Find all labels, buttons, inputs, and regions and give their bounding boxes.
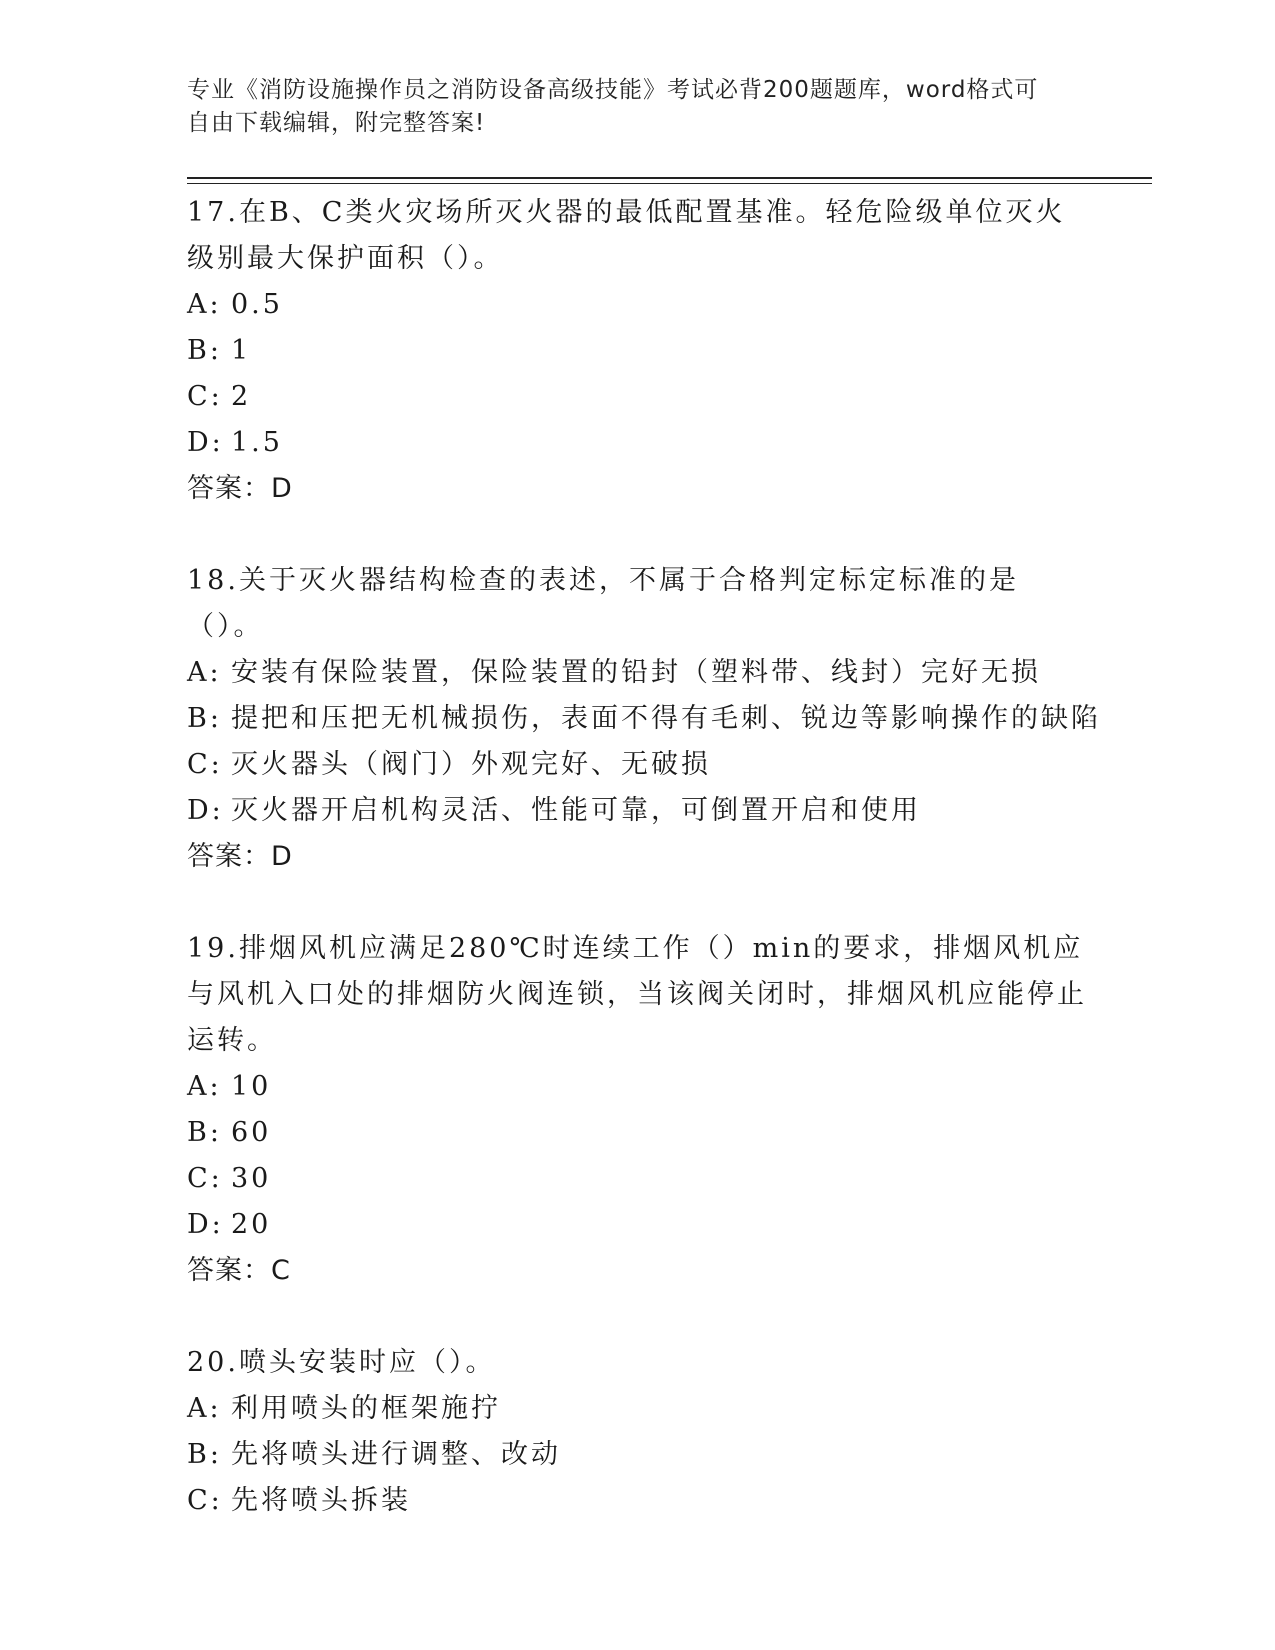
question-19 [187, 926, 1087, 1294]
option-text: 利用喷头的框架施拧 [231, 1393, 501, 1424]
answer-label: 答案：D [187, 473, 293, 504]
option-c [187, 742, 1087, 788]
option-text: 0.5 [231, 289, 283, 320]
option-text: 1 [231, 335, 252, 366]
option-letter: B: [187, 335, 222, 366]
option-letter: A: [187, 1393, 222, 1424]
option-text: 30 [231, 1163, 272, 1194]
option-c [187, 374, 1087, 420]
question-text: 19.排烟风机应满足280℃时连续工作（）min的要求，排烟风机应与风机入口处的排烟防火阀连锁，当该阀关闭时，排烟风机应能停止运转。 [187, 933, 1087, 1056]
option-letter: B: [187, 703, 222, 734]
option-letter: D: [187, 427, 224, 458]
option-text: 先将喷头进行调整、改动 [231, 1439, 561, 1470]
header-line-1: 专业《消防设施操作员之消防设备高级技能》考试必背200题题库，word格式可 [187, 77, 1039, 103]
option-c [187, 1156, 1087, 1202]
option-a [187, 650, 1087, 696]
option-b [187, 696, 1101, 742]
question-list [187, 190, 1101, 1524]
option-text: 10 [231, 1071, 272, 1102]
option-letter: A: [187, 289, 222, 320]
option-text: 先将喷头拆装 [231, 1485, 411, 1516]
question-20 [187, 1340, 1087, 1524]
option-b [187, 1110, 1087, 1156]
option-text: 安装有保险装置，保险装置的铅封（塑料带、线封）完好无损 [231, 657, 1041, 688]
option-a [187, 1386, 1087, 1432]
option-letter: C: [187, 1163, 223, 1194]
question-18 [187, 558, 1101, 880]
option-text: 灭火器头（阀门）外观完好、无破损 [231, 749, 711, 780]
option-text: 2 [231, 381, 252, 412]
option-letter: C: [187, 1485, 223, 1516]
option-a [187, 1064, 1087, 1110]
option-letter: A: [187, 1071, 222, 1102]
document-header [187, 74, 1067, 140]
option-c [187, 1478, 1087, 1524]
option-letter: A: [187, 657, 222, 688]
question-text: 18.关于灭火器结构检查的表述，不属于合格判定标定标准的是（）。 [187, 565, 1019, 642]
option-text: 60 [231, 1117, 272, 1148]
question-17 [187, 190, 1087, 512]
option-text: 20 [231, 1209, 272, 1240]
option-text: 提把和压把无机械损伤，表面不得有毛刺、锐边等影响操作的缺陷 [231, 703, 1101, 734]
option-text: 1.5 [231, 427, 283, 458]
option-letter: C: [187, 749, 223, 780]
answer-label: 答案：D [187, 841, 293, 872]
option-d [187, 788, 1087, 834]
option-b [187, 328, 1087, 374]
option-a [187, 282, 1087, 328]
header-rule-thick [187, 177, 1152, 179]
option-b [187, 1432, 1087, 1478]
header-rule-thin [187, 183, 1152, 184]
option-text: 灭火器开启机构灵活、性能可靠，可倒置开启和使用 [231, 795, 921, 826]
option-letter: D: [187, 1209, 224, 1240]
header-line-2: 自由下载编辑，附完整答案! [187, 110, 486, 136]
answer-label: 答案：C [187, 1255, 291, 1286]
option-letter: B: [187, 1117, 222, 1148]
question-text: 20.喷头安装时应（）。 [187, 1347, 496, 1378]
option-d [187, 1202, 1087, 1248]
question-text: 17.在B、C类火灾场所灭火器的最低配置基准。轻危险级单位灭火级别最大保护面积（）。 [187, 197, 1066, 274]
option-letter: B: [187, 1439, 222, 1470]
option-d [187, 420, 1087, 466]
option-letter: C: [187, 381, 223, 412]
option-letter: D: [187, 795, 224, 826]
